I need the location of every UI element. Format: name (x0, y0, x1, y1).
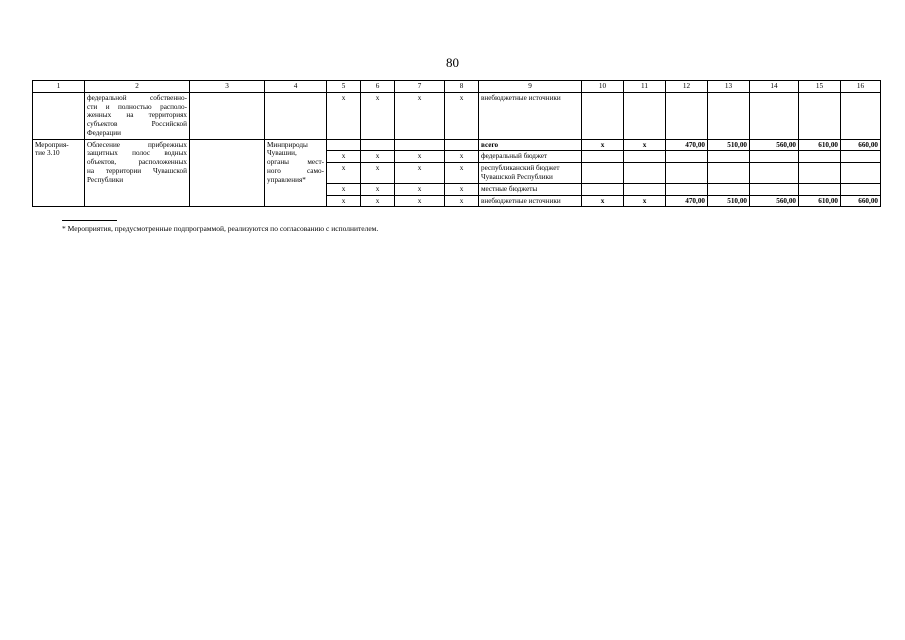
header-cell: 6 (361, 81, 395, 93)
cell: х (361, 151, 395, 163)
amount-cell: 660,00 (841, 139, 881, 151)
event-name: Мероприя- тие 3.10 (33, 139, 85, 207)
cell: х (327, 183, 361, 195)
cell: х (395, 195, 445, 207)
amount-cell (799, 151, 841, 163)
amount-cell (666, 183, 708, 195)
cell: х (445, 195, 479, 207)
amount-cell (708, 163, 750, 184)
amount-cell: 470,00 (666, 195, 708, 207)
funding-source: внебюджетные источники (479, 92, 582, 139)
amount-cell (708, 151, 750, 163)
header-cell: 1 (33, 81, 85, 93)
cell: х (361, 183, 395, 195)
cell (395, 139, 445, 151)
header-cell: 10 (582, 81, 624, 93)
cell (624, 92, 666, 139)
header-row (33, 81, 881, 93)
cell: х (395, 183, 445, 195)
funding-source: всего (479, 139, 582, 151)
funding-source: внебюджетные источники (479, 195, 582, 207)
amount-cell: 470,00 (666, 139, 708, 151)
cell: х (445, 151, 479, 163)
cell (624, 151, 666, 163)
cell: х (327, 195, 361, 207)
cell: х (445, 92, 479, 139)
header-cell: 15 (799, 81, 841, 93)
continuation-row (33, 92, 881, 139)
cell (582, 183, 624, 195)
amount-cell (799, 163, 841, 184)
cell (750, 92, 799, 139)
cell (582, 163, 624, 184)
funding-source: местные бюджеты (479, 183, 582, 195)
header-cell: 12 (666, 81, 708, 93)
cell: х (361, 195, 395, 207)
cell: х (624, 139, 666, 151)
amount-cell: 610,00 (799, 139, 841, 151)
cell: х (395, 163, 445, 184)
amount-cell: 610,00 (799, 195, 841, 207)
cell: х (361, 92, 395, 139)
cell (361, 139, 395, 151)
cell (799, 92, 841, 139)
cell: х (624, 195, 666, 207)
cell: х (327, 163, 361, 184)
header-cell: 13 (708, 81, 750, 93)
cell: х (395, 92, 445, 139)
header-cell: 7 (395, 81, 445, 93)
cell (708, 92, 750, 139)
header-cell: 2 (85, 81, 190, 93)
footnote: * Мероприятия, предусмотренные подпрограммой, реализуются по согласованию с исполнителем. (62, 224, 379, 233)
amount-cell (750, 163, 799, 184)
cell (445, 139, 479, 151)
cell: х (361, 163, 395, 184)
cell (582, 92, 624, 139)
cell (582, 151, 624, 163)
cell: х (582, 139, 624, 151)
header-cell: 14 (750, 81, 799, 93)
table-row (33, 139, 881, 151)
cell (624, 183, 666, 195)
cell (841, 92, 881, 139)
header-cell: 3 (190, 81, 265, 93)
cell: х (445, 163, 479, 184)
cell: х (395, 151, 445, 163)
funding-source: федеральный бюджет (479, 151, 582, 163)
footnote-divider (62, 220, 117, 221)
amount-cell: 510,00 (708, 139, 750, 151)
continued-description: федеральной собственно- сти и полностью располо- женных на территориях субъектов Российской Федерации (85, 92, 190, 139)
page-number: 80 (446, 55, 459, 70)
cell (190, 139, 265, 207)
cell (33, 92, 85, 139)
cell (265, 92, 327, 139)
cell: х (327, 151, 361, 163)
cell: х (582, 195, 624, 207)
amount-cell: 560,00 (750, 195, 799, 207)
amount-cell (708, 183, 750, 195)
cell (327, 139, 361, 151)
header-cell: 9 (479, 81, 582, 93)
cell (666, 92, 708, 139)
amount-cell: 510,00 (708, 195, 750, 207)
amount-cell (750, 151, 799, 163)
cell (624, 163, 666, 184)
amount-cell (841, 163, 881, 184)
header-cell: 11 (624, 81, 666, 93)
header-cell: 4 (265, 81, 327, 93)
header-cell: 5 (327, 81, 361, 93)
amount-cell (666, 163, 708, 184)
event-executor: Минприроды Чувашии, органы мест- ного само- управления* (265, 139, 327, 207)
cell: х (445, 183, 479, 195)
amount-cell: 660,00 (841, 195, 881, 207)
event-description: Облесение прибрежных защитных полос водных объектов, расположенных на территории Чувашской Республики (85, 139, 190, 207)
amount-cell (841, 183, 881, 195)
amount-cell: 560,00 (750, 139, 799, 151)
cell (190, 92, 265, 139)
header-cell: 8 (445, 81, 479, 93)
amount-cell (841, 151, 881, 163)
funding-source: республиканский бюджет Чувашской Республики (479, 163, 582, 184)
amount-cell (666, 151, 708, 163)
header-cell: 16 (841, 81, 881, 93)
program-table (32, 80, 881, 207)
amount-cell (750, 183, 799, 195)
amount-cell (799, 183, 841, 195)
cell: х (327, 92, 361, 139)
